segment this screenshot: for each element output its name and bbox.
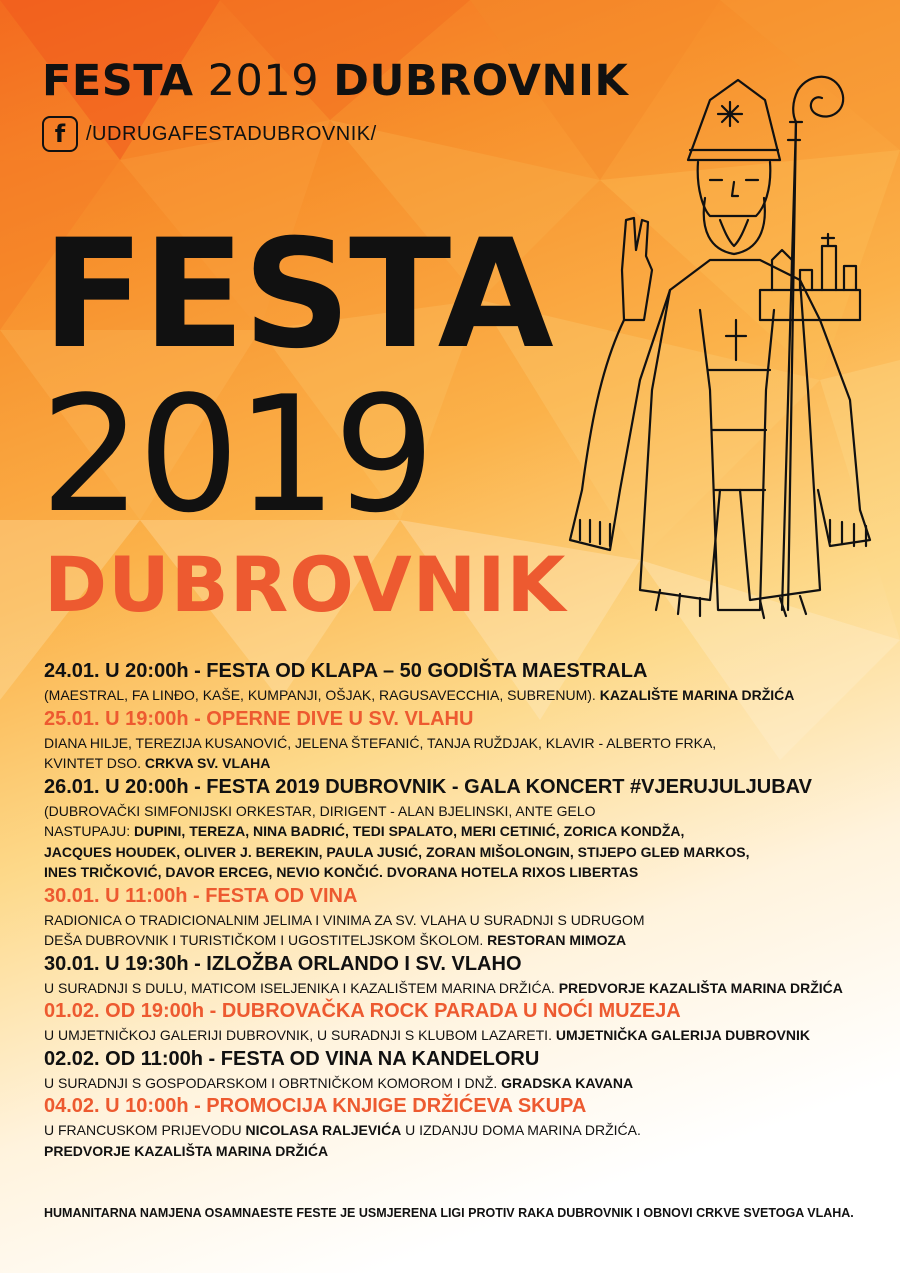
event-detail-text: U SURADNJI S GOSPODARSKOM I OBRTNIČKOM KOMOROM I DNŽ. [44,1074,502,1091]
event-venue-text: UMJETNIČKA GALERIJA DUBROVNIK [555,1027,810,1043]
facebook-link[interactable] [42,114,377,154]
hero-year: 2019 [40,361,432,548]
footer-note: HUMANITARNA NAMJENA OSAMNAESTE FESTE JE USMJERENA LIGI PROTIV RAKA DUBROVNIK I OBNOVI CRKVE SVETOGA VLAHA. [44,1206,854,1220]
saint-blaise-illustration [560,70,880,620]
header-title [42,56,628,106]
event-detail-line [44,1120,874,1141]
event-venue-text: JACQUES HOUDEK, OLIVER J. BEREKIN, PAULA JUSIĆ, ZORAN MIŠOLONGIN, STIJEPO GLEĐ MARKOS, [44,843,750,860]
event-detail-text: RADIONICA O TRADICIONALNIM JELIMA I VINIMA ZA SV. VLAHA U SURADNJI S UDRUGOM [44,911,645,928]
event-item [44,774,874,883]
event-venue-text: PREDVORJE KAZALIŠTA MARINA DRŽIĆA [558,979,843,996]
event-detail-text: U FRANCUSKOM PRIJEVODU [44,1122,246,1138]
header-year: 2019 [207,56,320,106]
event-detail-text: (DUBROVAČKI SIMFONIJSKI ORKESTAR, DIRIGENT - ALAN BJELINSKI, ANTE GELO [44,802,596,819]
header-festa: FESTA [42,56,194,106]
event-detail-line [44,753,874,774]
hero-city: DUBROVNIK [44,540,567,629]
event-title: 02.02. OD 11:00h - FESTA OD VINA NA KANDELORU [44,1047,540,1070]
event-detail-line [44,978,874,999]
event-detail-line [44,1073,874,1094]
event-detail-text: NASTUPAJU: [44,823,134,839]
event-program [44,658,874,1161]
event-detail-line [44,1025,874,1046]
event-detail-line [44,862,874,883]
event-item [44,658,874,706]
event-detail-text: KVINTET DSO. [44,755,145,771]
event-detail-text: U IZDANJU DOMA MARINA DRŽIĆA. [401,1122,641,1138]
event-item [44,1046,874,1094]
event-detail-line [44,910,874,931]
event-item [44,1093,874,1161]
event-detail-line [44,685,874,706]
event-venue-text: GRADSKA KAVANA [501,1074,634,1091]
facebook-icon: f [42,116,78,152]
event-title: 24.01. U 20:00h - FESTA OD KLAPA – 50 GODIŠTA MAESTRALA [44,660,648,682]
event-item [44,706,874,774]
event-venue-text: INES TRIČKOVIĆ, DAVOR ERCEG, NEVIO KONČIĆ. [44,864,387,880]
event-item [44,883,874,951]
event-venue-text: PREDVORJE KAZALIŠTA MARINA DRŽIĆA [44,1142,329,1159]
event-title: 26.01. U 20:00h - FESTA 2019 DUBROVNIK - GALA KONCERT #VJERUJULJUBAV [44,775,812,798]
event-detail-text: DIANA HILJE, TEREZIJA KUSANOVIĆ, JELENA ŠTEFANIĆ, TANJA RUŽDJAK, KLAVIR - ALBERTO FRKA, [44,734,717,751]
event-venue-text: NICOLASA RALJEVIĆA [245,1122,402,1138]
event-venue-text: CRKVA SV. VLAHA [144,755,271,771]
event-venue-text: DUPINI, TEREZA, NINA BADRIĆ, TEDI SPALATO, MERI CETINIĆ, ZORICA KONDŽA, [133,823,685,839]
header-city: DUBROVNIK [333,56,629,106]
event-detail-line [44,930,874,951]
event-detail-text: U UMJETNIČKOJ GALERIJI DUBROVNIK, U SURADNJI S KLUBOM LAZARETI. [44,1027,556,1043]
facebook-handle: /UDRUGAFESTADUBROVNIK/ [86,122,377,145]
event-detail-line [44,733,874,754]
event-item [44,951,874,999]
event-venue-text: DVORANA HOTELA RIXOS LIBERTAS [386,864,639,880]
event-detail-text: (MAESTRAL, FA LINĐO, KAŠE, KUMPANJI, OŠJAK, RAGUSAVECCHIA, SUBRENUM). [44,687,600,703]
event-item [44,998,874,1046]
event-detail-line [44,821,874,842]
event-venue-text: KAZALIŠTE MARINA DRŽIĆA [599,687,795,703]
event-title: 30.01. U 19:30h - IZLOŽBA ORLANDO I SV. VLAHO [44,952,522,975]
event-detail-text: U SURADNJI S DULU, MATICOM ISELJENIKA I KAZALIŠTEM MARINA DRŽIĆA. [44,979,559,996]
event-title: 04.02. U 10:00h - PROMOCIJA KNJIGE DRŽIĆEVA SKUPA [44,1095,587,1117]
event-title: 01.02. OD 19:00h - DUBROVAČKA ROCK PARADA U NOĆI MUZEJA [44,1000,681,1022]
event-title: 25.01. U 19:00h - OPERNE DIVE U SV. VLAHU [44,707,474,730]
event-detail-text: DEŠA DUBROVNIK I TURISTIČKOM I UGOSTITELJSKOM ŠKOLOM. [44,932,488,948]
event-title: 30.01. U 11:00h - FESTA OD VINA [44,884,358,907]
event-venue-text: RESTORAN MIMOZA [487,932,627,948]
event-detail-line [44,801,874,822]
hero-festa: FESTA [42,208,552,382]
event-detail-line [44,1141,874,1162]
event-detail-line [44,842,874,863]
